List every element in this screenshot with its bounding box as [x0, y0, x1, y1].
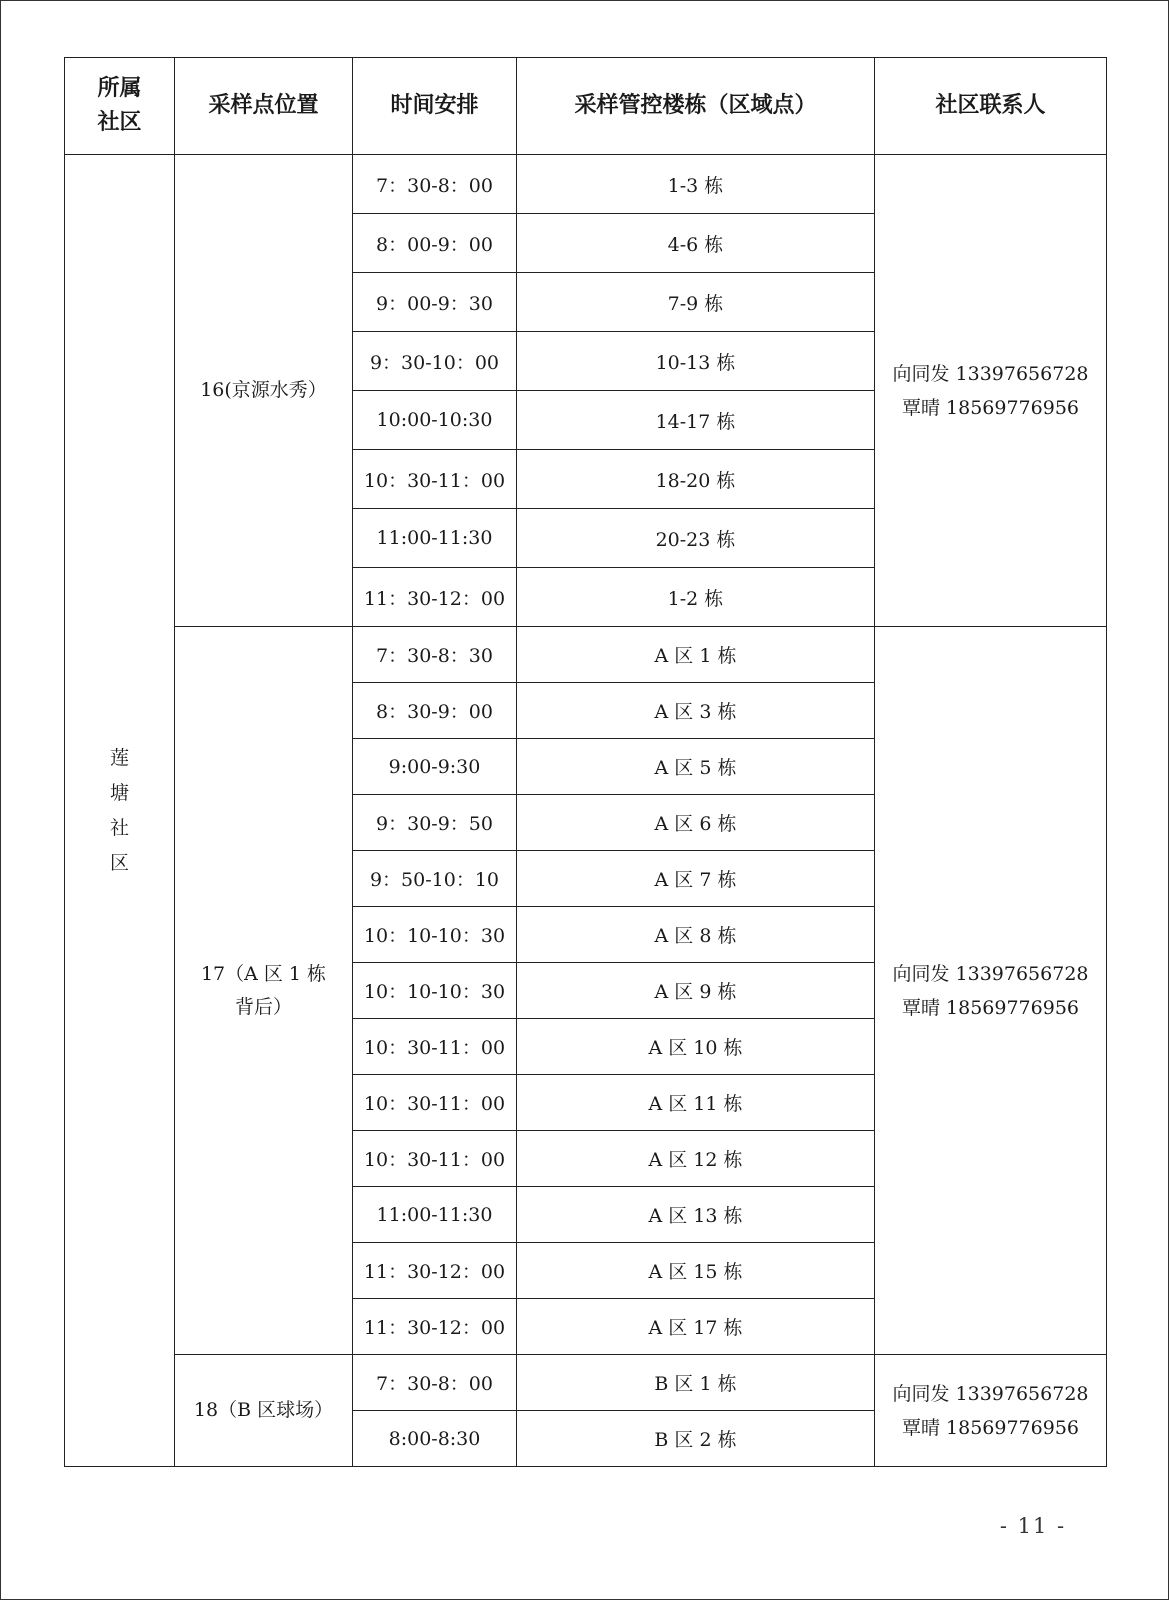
time-cell: 10：30-11：00 — [353, 450, 517, 509]
buildings-cell: 1-3 栋 — [517, 155, 875, 214]
buildings-cell: 20-23 栋 — [517, 509, 875, 568]
site-17: 17（A 区 1 栋 背后） — [175, 627, 353, 1355]
contact-line: 向同发 13397656728 — [892, 362, 1089, 385]
table-row — [65, 627, 1107, 683]
site-16: 16(京源水秀） — [175, 155, 353, 627]
time-cell: 10：30-11：00 — [353, 1075, 517, 1131]
table-row — [65, 155, 1107, 214]
buildings-cell: A 区 17 栋 — [517, 1299, 875, 1355]
time-cell: 8：00-9：00 — [353, 214, 517, 273]
buildings-cell: A 区 1 栋 — [517, 627, 875, 683]
sampling-schedule-table — [64, 57, 1107, 1467]
table-row — [65, 1355, 1107, 1411]
time-cell: 11：30-12：00 — [353, 1299, 517, 1355]
contact-line: 覃晴 18569776956 — [901, 996, 1079, 1019]
buildings-cell: 14-17 栋 — [517, 391, 875, 450]
buildings-cell: A 区 13 栋 — [517, 1187, 875, 1243]
contact-16 — [875, 155, 1107, 627]
page-number: - 11 - — [999, 1514, 1067, 1538]
contact-17 — [875, 627, 1107, 1355]
time-cell: 9:00-9:30 — [353, 739, 517, 795]
time-cell: 11：30-12：00 — [353, 1243, 517, 1299]
buildings-cell: 10-13 栋 — [517, 332, 875, 391]
buildings-cell: A 区 9 栋 — [517, 963, 875, 1019]
header-row — [65, 58, 1107, 155]
time-cell: 7：30-8：00 — [353, 155, 517, 214]
time-cell: 10：30-11：00 — [353, 1019, 517, 1075]
buildings-cell: A 区 7 栋 — [517, 851, 875, 907]
time-cell: 10：10-10：30 — [353, 907, 517, 963]
buildings-cell: A 区 10 栋 — [517, 1019, 875, 1075]
buildings-cell: B 区 2 栋 — [517, 1411, 875, 1467]
header-community: 所属 社区 — [65, 58, 175, 155]
time-cell: 10：30-11：00 — [353, 1131, 517, 1187]
header-site: 采样点位置 — [175, 58, 353, 155]
time-cell: 11:00-11:30 — [353, 509, 517, 568]
buildings-cell: 18-20 栋 — [517, 450, 875, 509]
buildings-cell: A 区 15 栋 — [517, 1243, 875, 1299]
contact-18 — [875, 1355, 1107, 1467]
time-cell: 10:00-10:30 — [353, 391, 517, 450]
buildings-cell: A 区 8 栋 — [517, 907, 875, 963]
contact-line: 向同发 13397656728 — [892, 962, 1089, 985]
community-name: 莲 塘 社 区 — [65, 155, 175, 1467]
contact-line: 向同发 13397656728 — [892, 1382, 1089, 1405]
contact-line: 覃晴 18569776956 — [901, 1416, 1079, 1439]
header-time: 时间安排 — [353, 58, 517, 155]
contact-line: 覃晴 18569776956 — [901, 396, 1079, 419]
buildings-cell: 7-9 栋 — [517, 273, 875, 332]
header-buildings: 采样管控楼栋（区域点） — [517, 58, 875, 155]
time-cell: 10：10-10：30 — [353, 963, 517, 1019]
time-cell: 8:00-8:30 — [353, 1411, 517, 1467]
buildings-cell: B 区 1 栋 — [517, 1355, 875, 1411]
buildings-cell: 1-2 栋 — [517, 568, 875, 627]
buildings-cell: A 区 11 栋 — [517, 1075, 875, 1131]
buildings-cell: A 区 6 栋 — [517, 795, 875, 851]
buildings-cell: A 区 12 栋 — [517, 1131, 875, 1187]
time-cell: 7：30-8：00 — [353, 1355, 517, 1411]
time-cell: 7：30-8：30 — [353, 627, 517, 683]
buildings-cell: 4-6 栋 — [517, 214, 875, 273]
site-18: 18（B 区球场） — [175, 1355, 353, 1467]
time-cell: 9：30-9：50 — [353, 795, 517, 851]
time-cell: 9：00-9：30 — [353, 273, 517, 332]
header-contact: 社区联系人 — [875, 58, 1107, 155]
time-cell: 8：30-9：00 — [353, 683, 517, 739]
buildings-cell: A 区 3 栋 — [517, 683, 875, 739]
time-cell: 9：30-10：00 — [353, 332, 517, 391]
time-cell: 9：50-10：10 — [353, 851, 517, 907]
time-cell: 11：30-12：00 — [353, 568, 517, 627]
time-cell: 11:00-11:30 — [353, 1187, 517, 1243]
buildings-cell: A 区 5 栋 — [517, 739, 875, 795]
